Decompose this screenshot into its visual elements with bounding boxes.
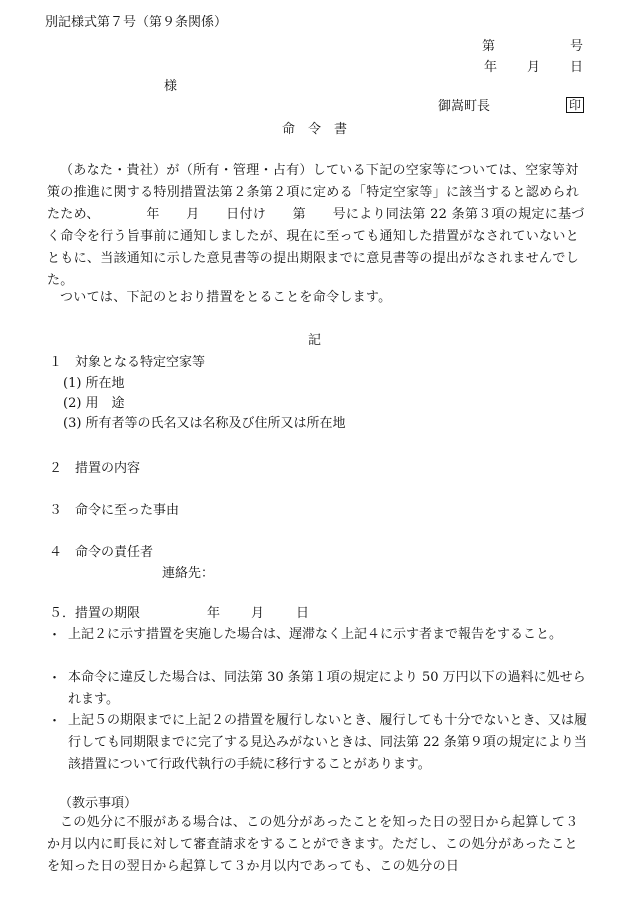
instruction-text: この処分に不服がある場合は、この処分があったことを知った日の翌日から起算して３か月以内に町長に対して審査請求をすることができます。ただし、この処分があったことを知った日の翌日から起算して３か月以内であっても、この処分の日 <box>47 815 579 874</box>
section-1-item-location: (1) 所在地 <box>63 376 125 391</box>
ki-heading: 記 <box>308 333 322 348</box>
doc-date-year: 年 <box>484 60 498 75</box>
order-line: ついては、下記のとおり措置をとることを命令します。 <box>60 290 392 305</box>
section-3-heading: ３ 命令に至った事由 <box>49 503 180 518</box>
section-4-heading: ４ 命令の責任者 <box>49 545 154 560</box>
bullet-item: 上記２に示す措置を実施した場合は、遅滞なく上記４に示す者まで報告をすること。 <box>68 627 563 642</box>
bullet-marker: ・ <box>48 628 62 643</box>
bullet-item: 本命令に違反した場合は、同法第 30 条第１項の規定により 50 万円以下の過料に処せられます。 <box>68 670 586 707</box>
section-5-day: 日 <box>296 606 310 621</box>
issuer: 御嵩町長 <box>438 99 491 114</box>
bullet-item: 上記５の期限までに上記２の措置を履行しないとき、履行しても十分でないとき、又は履行しても同期限までに完了する見込みがないときは、同法第 22 条第９項の規定により当該措置について行政代執行の手続に移行することがあります。 <box>68 713 587 772</box>
section-5-year: 年 <box>207 606 221 621</box>
form-label: 別記様式第７号（第９条関係） <box>45 15 228 30</box>
section-4-contact: 連絡先： <box>162 566 215 581</box>
doc-number-suffix: 号 <box>570 39 584 54</box>
seal-mark: 印 <box>566 97 584 113</box>
section-2-heading: ２ 措置の内容 <box>49 461 141 476</box>
doc-date-month: 月 <box>527 60 541 75</box>
section-1-item-usage: (2) 用 途 <box>63 396 125 411</box>
instruction-heading: （教示事項） <box>59 796 138 811</box>
bullet-marker: ・ <box>48 671 62 686</box>
doc-date-day: 日 <box>570 60 584 75</box>
addressee-suffix: 様 <box>164 79 178 94</box>
seal-box <box>566 97 584 113</box>
section-1-item-owner: (3) 所有者等の氏名又は名称及び住所又は所在地 <box>63 416 346 431</box>
document-title: 命 令 書 <box>282 122 348 137</box>
section-1-heading: １ 対象となる特定空家等 <box>49 355 206 370</box>
intro-paragraph: （あなた・貴社）が（所有・管理・占有）している下記の空家等については、空家等対策の推進に関する特別措置法第２条第２項に定める「特定空家等」に該当すると認められたため、 年 月 日付け 第 号により同法第 22 条第３項の規定に基づく命令を行う旨事前に通知しましたが、現在に至っても通知した措置がなされていないとともに、当該通知に示した意見書等の提出期限までに意見書等の提出がなされませんでした。 <box>47 163 585 288</box>
bullet-marker: ・ <box>48 714 62 729</box>
doc-number-prefix: 第 <box>482 39 496 54</box>
section-5-month: 月 <box>251 606 265 621</box>
section-5-heading: ５．措置の期限 <box>49 606 141 621</box>
